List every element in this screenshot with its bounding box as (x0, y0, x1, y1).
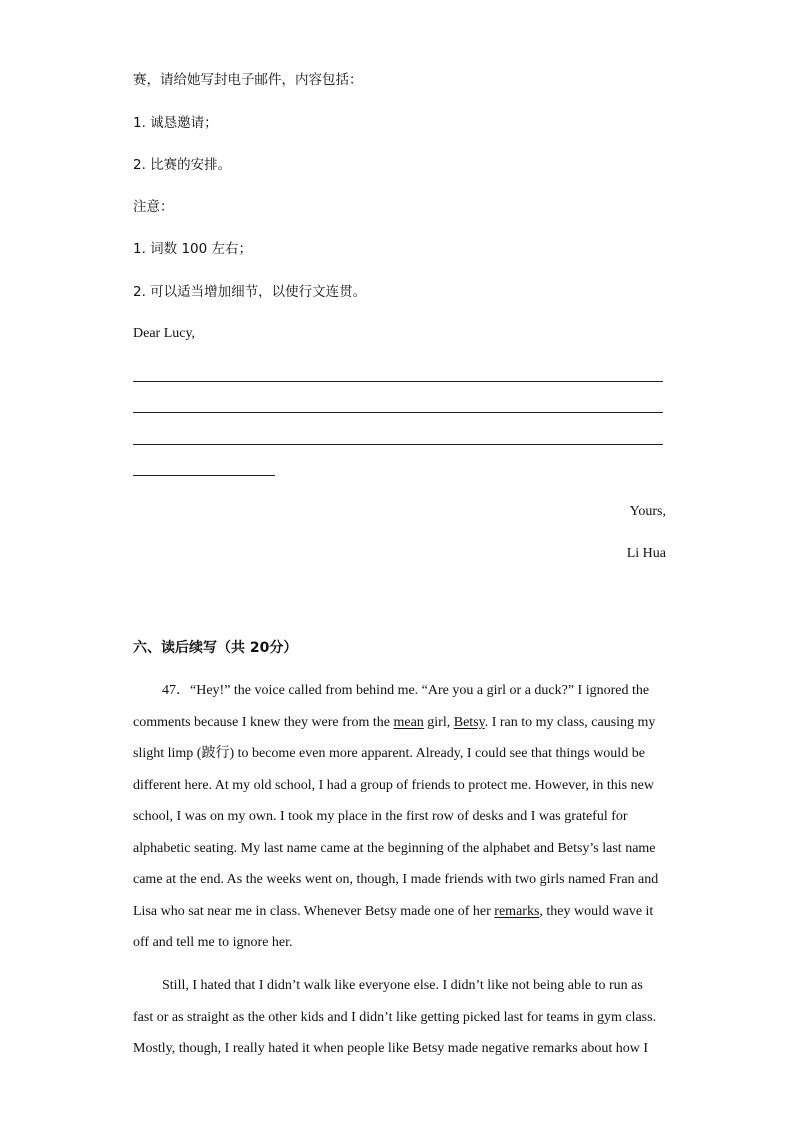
answer-line-2 (133, 412, 663, 413)
content-item-1: 1. 诚恳邀请； (133, 115, 218, 131)
passage-p2-line-3: Mostly, though, I really hated it when people like Betsy made negative remarks about how I (133, 1041, 649, 1056)
passage-p1-line-7: came at the end. As the weeks went on, though, I made friends with two girls named Fran and (133, 872, 659, 887)
answer-line-4 (133, 475, 275, 476)
letter-signature: Li Hua (626, 546, 666, 561)
passage-p1-line-6: alphabetic seating. My last name came at the beginning of the alphabet and Betsy’s last name (133, 841, 656, 856)
answer-line-3 (133, 444, 663, 445)
passage-p2-line-1: Still, I hated that I didn’t walk like everyone else. I didn’t like not being able to run as (162, 978, 643, 993)
passage-p1-line-2: comments because I knew they were from the mean girl, Betsy. I ran to my class, causing my (133, 715, 656, 730)
letter-greeting: Dear Lucy, (133, 326, 196, 341)
passage-p1-line-9: off and tell me to ignore her. (133, 935, 293, 950)
letter-closing: Yours, (629, 504, 666, 519)
instructions-intro: 赛，请给她写封电子邮件，内容包括： (133, 72, 363, 88)
note-label: 注意： (133, 199, 174, 215)
passage-p1-line-3: slight limp (跛行) to become even more apparent. Already, I could see that things would be (133, 746, 645, 761)
passage-p1-line-1: 47．“Hey!” the voice called from behind me. “Are you a girl or a duck?” I ignored the (162, 683, 650, 698)
note-item-2: 2. 可以适当增加细节，以使行文连贯。 (133, 284, 367, 300)
underlined-word-mean: mean (393, 715, 424, 730)
content-item-2: 2. 比赛的安排。 (133, 157, 232, 173)
passage-p2-line-2: fast or as straight as the other kids and I didn’t like getting picked last for teams in gym class. (133, 1010, 657, 1025)
underlined-word-betsy: Betsy (453, 715, 485, 730)
underlined-word-remarks: remarks (494, 904, 540, 919)
passage-p1-line-8: Lisa who sat near me in class. Whenever Betsy made one of her remarks, they would wave it (133, 904, 654, 919)
section-heading: 六、读后续写（共 20分） (133, 640, 298, 656)
passage-p1-line-4: different here. At my old school, I had a group of friends to protect me. However, in this new (133, 778, 654, 793)
answer-line-1 (133, 381, 663, 382)
note-item-1: 1. 词数 100 左右； (133, 241, 253, 257)
passage-p1-line-5: school, I was on my own. I took my place in the first row of desks and I was grateful for (133, 809, 628, 824)
